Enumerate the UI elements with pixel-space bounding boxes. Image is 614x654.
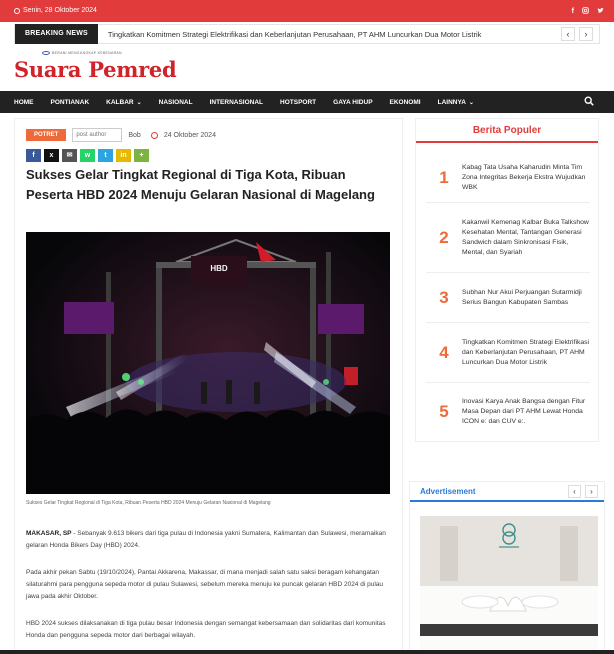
popular-news-item[interactable] [426,153,590,203]
logo-name: Suara Pemred [14,57,177,82]
nav-item-label: KALBAR [106,98,134,106]
category-badge[interactable]: POTRET [26,129,66,141]
advertisement-widget [409,481,605,654]
nav-item-hotsport[interactable] [280,99,316,106]
popular-news-title: Berita Populer [416,119,598,143]
nav-item-label: GAYA HIDUP [333,98,373,106]
dateline: MAKASAR, SP [26,530,72,537]
main-navigation [0,91,614,113]
current-date-text: Senin, 28 Oktober 2024 [23,7,97,14]
eye-icon [42,51,50,55]
top-bar [0,0,614,22]
twitter-icon[interactable] [597,7,604,16]
ticker-prev-button[interactable]: ‹ [561,27,575,41]
ad-banner-image[interactable] [420,516,598,654]
nav-item-internasional[interactable] [210,99,263,106]
popular-news-widget [415,118,599,442]
popular-news-item[interactable] [426,383,590,441]
share-line-button[interactable]: in [116,149,131,162]
article-container [14,118,403,654]
ad-prev-button[interactable]: ‹ [568,485,581,498]
nav-item-label: INTERNASIONAL [209,98,264,106]
facebook-icon[interactable]: f [571,7,574,15]
share-facebook-button[interactable]: f [26,149,41,162]
bottom-divider [0,650,614,654]
share-whatsapp-button[interactable]: w [80,149,95,162]
article-date: 24 Oktober 2024 [163,131,216,139]
rank-number: 1 [439,167,449,187]
current-date [14,0,97,22]
rank-number: 3 [439,287,449,307]
nav-item-label: HOME [14,98,34,106]
breaking-news-label: BREAKING NEWS [15,24,98,44]
photo-caption: Sukses Gelar Tingkat Regional di Tiga Kota, Ribuan Peserta HBD 2024 Menuju Gelaran Nasional di Magelang [26,500,271,506]
breaking-news-bar [14,24,600,44]
site-logo[interactable] [14,51,177,85]
popular-news-link[interactable]: Kakanwil Kemenag Kalbar Buka Talkshow Kesehatan Mental, Tantangan Generasi Sandwich dalam Sinkronisasi Fisik, Mental, dan Syariah [462,218,589,256]
article-paragraph: HBD 2024 sukses dilaksanakan di tiga pulau besar Indonesia dengan semangat kebersamaan dan solidaritas dari komunitas Honda dan pengguna sepeda motor dari berbagai wilayah. [26,620,386,639]
rank-number: 5 [439,402,449,421]
nav-item-label: LAINNYA [437,98,466,106]
nav-item-ekonomi[interactable] [390,99,421,106]
logo-tagline: BERANI MENGUNGKAP KEBENARAN [52,51,122,55]
rank-number: 2 [439,227,449,247]
share-email-button[interactable]: ✉ [62,149,77,162]
advertisement-title: Advertisement [410,482,604,502]
nav-item-lainnya[interactable] [438,99,474,106]
search-icon[interactable] [584,96,594,106]
clock-icon [151,132,158,139]
nav-item-home[interactable] [14,99,34,106]
article-photo [26,232,390,494]
nav-item-nasional[interactable] [159,99,193,106]
article-paragraph [26,528,388,552]
author-avatar: post author [72,128,122,142]
rank-number: 4 [439,342,449,362]
chevron-down-icon: ⌄ [468,99,474,106]
nav-item-label: HOTSPORT [280,98,317,106]
popular-news-item[interactable] [426,323,590,383]
share-more-button[interactable]: + [134,149,149,162]
nav-item-gaya-hidup[interactable] [333,99,372,106]
chevron-down-icon: ⌄ [136,99,142,106]
clock-icon [14,8,20,14]
popular-news-link[interactable]: Subhan Nur Akui Perjuangan Sutarmidji Serius Bangun Kabupaten Sambas [462,288,582,306]
article-paragraph: Pada akhir pekan Sabtu (19/10/2024), Pantai Akkarena, Makassar, di mana menjadi salah satu saksi beragam kehangatan silaturahmi para pengguna sepeda motor di pulau Sulawesi, sebelum mereka menuju ke puncak gelaran HBD 2024 di pulau jawa pada akhir Oktober. [26,569,383,600]
nav-item-kalbar[interactable] [106,99,141,106]
popular-news-link[interactable]: Inovasi Karya Anak Bangsa dengan Fitur Masa Depan dari PT AHM Lewat Honda ICON e: dan CUV e:. [462,398,586,425]
share-x-button[interactable]: x [44,149,59,162]
nav-item-pontianak[interactable] [51,99,90,106]
nav-item-label: EKONOMI [389,98,421,106]
popular-news-item[interactable] [426,203,590,273]
paragraph-text: - Sebanyak 9.613 bikers dari tiga pulau di Indonesia yakni Sumatera, Kalimantan dan Sulawesi, meramaikan gelaran Honda Bikers Day (HBD) 2024. [26,530,386,549]
popular-news-link[interactable]: Tingkatkan Komitmen Strategi Elektrifikasi dan Keberlanjutan Perusahaan, PT AHM Luncurkan Dua Motor Listrik [462,338,590,366]
social-links [572,0,604,22]
author-name[interactable]: Bob [128,131,141,139]
nav-item-label: NASIONAL [158,98,193,106]
share-buttons [26,149,149,162]
article-meta [26,127,216,143]
popular-news-list [426,153,590,441]
popular-news-link[interactable]: Kabag Tata Usaha Kaharudin Minta Tim Zona Integritas Bekerja Ekstra Wujudkan WBK [462,163,586,191]
breaking-news-ticker[interactable]: Tingkatkan Komitmen Strategi Elektrifikasi dan Keberlanjutan Perusahaan, PT AHM Luncurkan Dua Motor Listrik [107,29,482,39]
article-title: Sukses Gelar Tingkat Regional di Tiga Kota, Ribuan Peserta HBD 2024 Menuju Gelaran Nasional di Magelang [26,167,375,202]
svg-text:HBD: HBD [210,264,228,273]
ad-next-button[interactable]: › [585,485,598,498]
popular-news-item[interactable] [426,273,590,323]
share-telegram-button[interactable]: t [98,149,113,162]
instagram-icon[interactable] [582,7,589,16]
ticker-next-button[interactable]: › [579,27,593,41]
nav-item-label: PONTIANAK [50,98,90,106]
